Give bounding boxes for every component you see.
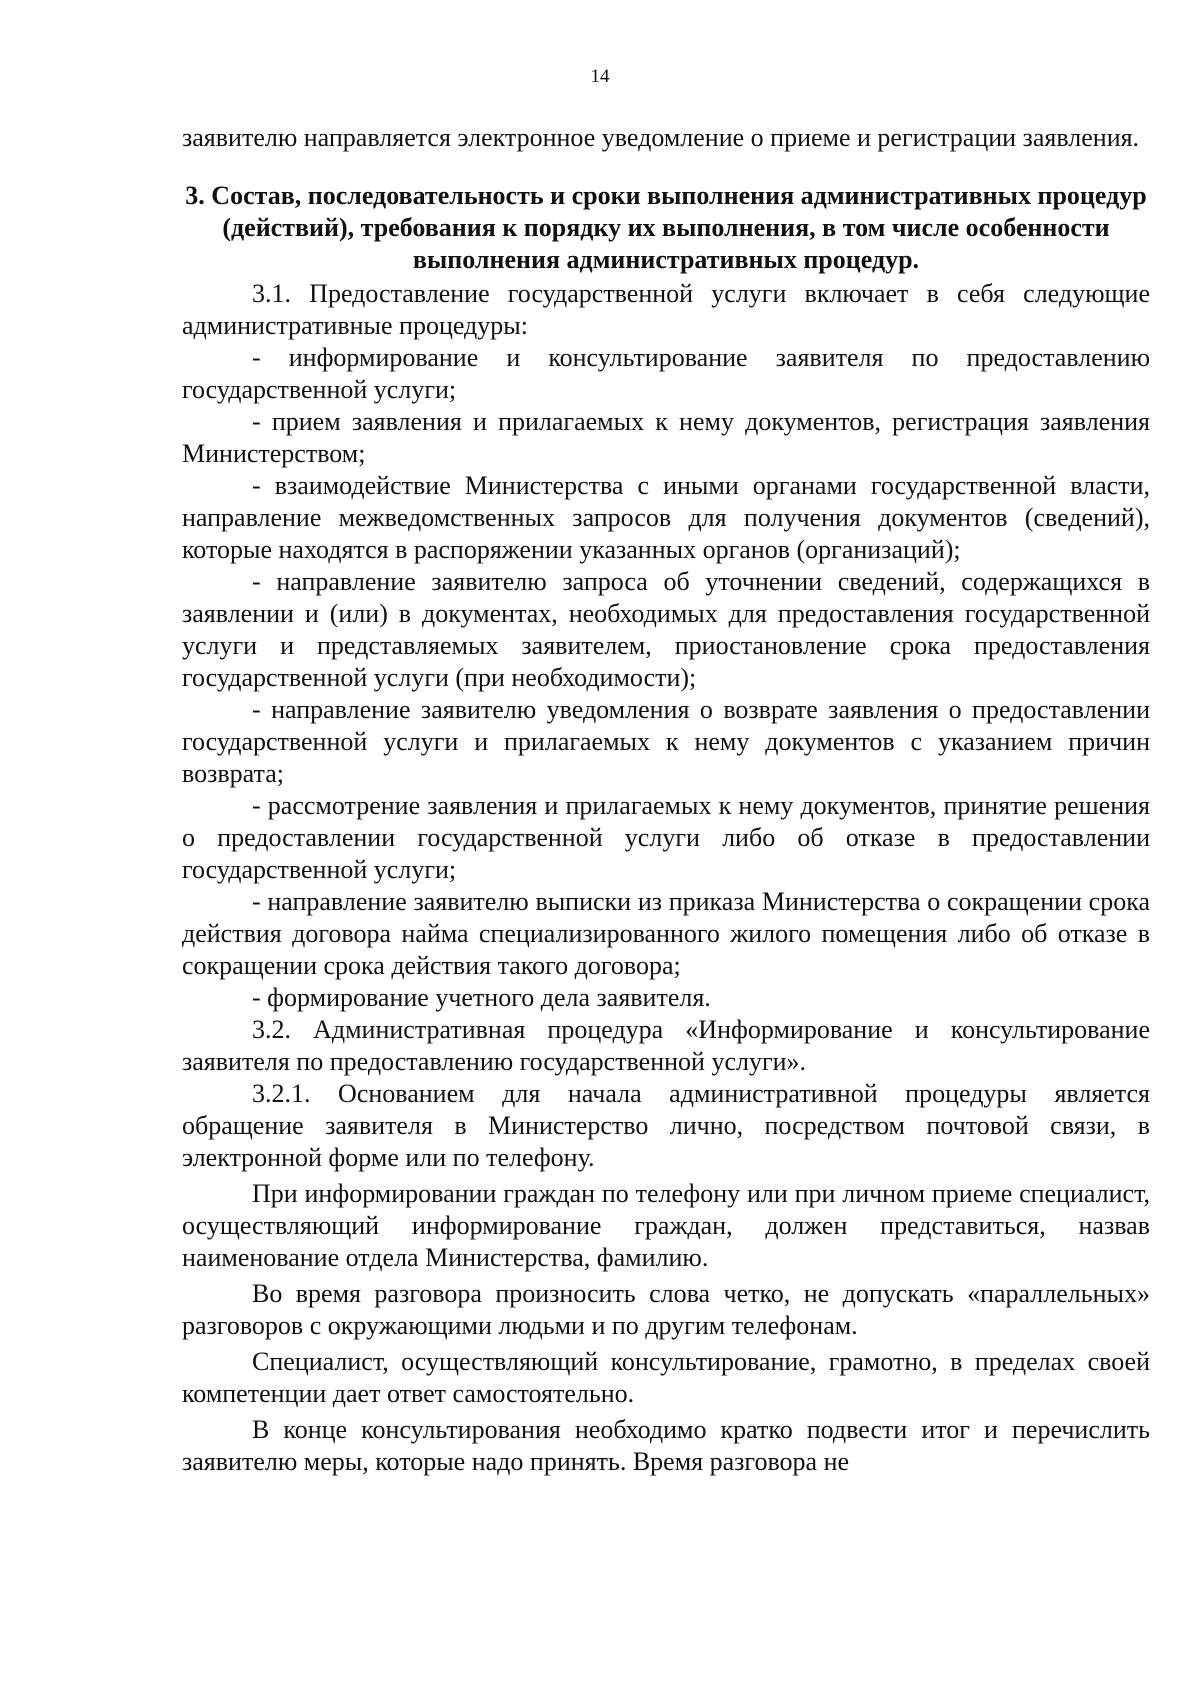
page-number: 14 [590,66,610,87]
list-item: - формирование учетного дела заявителя. [252,983,711,1012]
paragraph: При информировании граждан по телефону или при личном приеме специалист, осуществляющий информирование граждан, должен представиться, назвав наименование отдела Министерства, фамилию. [182,1179,1150,1272]
list-item: - направление заявителю уведомления о возврате заявления о предоставлении государственной услуги и прилагаемых к нему документов с указанием причин возврата; [182,695,1150,788]
intro-paragraph: заявителю направляется электронное уведомление о приеме и регистрации заявления. [182,123,1140,152]
document-body [182,122,1150,1478]
paragraph-3-1: 3.1. Предоставление государственной услуги включает в себя следующие административные процедуры: [182,279,1150,340]
paragraph: Специалист, осуществляющий консультирование, грамотно, в пределах своей компетенции дает ответ самостоятельно. [182,1347,1150,1408]
paragraph: Во время разговора произносить слова четко, не допускать «параллельных» разговоров с окружающими людьми и по другим телефонам. [182,1279,1150,1340]
paragraph-3-2-1: 3.2.1. Основанием для начала административной процедуры является обращение заявителя в Министерство лично, посредством почтовой связи, в электронной форме или по телефону. [182,1079,1150,1172]
list-item: - рассмотрение заявления и прилагаемых к нему документов, принятие решения о предоставлении государственной услуги либо об отказе в предоставлении государственной услуги; [182,791,1150,884]
section-heading: 3. Состав, последовательность и сроки выполнения административных процедур (действий), требования к порядку их выполнения, в том числе особенности выполнения административных процедур. [185,181,1147,274]
list-item: - информирование и консультирование заявителя по предоставлению государственной услуги; [182,343,1150,404]
list-item: - прием заявления и прилагаемых к нему документов, регистрация заявления Министерством; [182,407,1150,468]
list-item: - направление заявителю выписки из приказа Министерства о сокращении срока действия договора найма специализированного жилого помещения либо об отказе в сокращении срока действия такого договора; [182,887,1150,980]
paragraph: В конце консультирования необходимо кратко подвести итог и перечислить заявителю меры, которые надо принять. Время разговора не [182,1415,1150,1476]
list-item: - взаимодействие Министерства с иными органами государственной власти, направление межведомственных запросов для получения документов (сведений), которые находятся в распоряжении указанных органов (организаций); [182,471,1150,564]
paragraph-3-2: 3.2. Административная процедура «Информирование и консультирование заявителя по предоставлению государственной услуги». [182,1015,1150,1076]
list-item: - направление заявителю запроса об уточнении сведений, содержащихся в заявлении и (или) в документах, необходимых для предоставления государственной услуги и представляемых заявителем, приостановление срока предоставления государственной услуги (при необходимости); [182,567,1150,692]
